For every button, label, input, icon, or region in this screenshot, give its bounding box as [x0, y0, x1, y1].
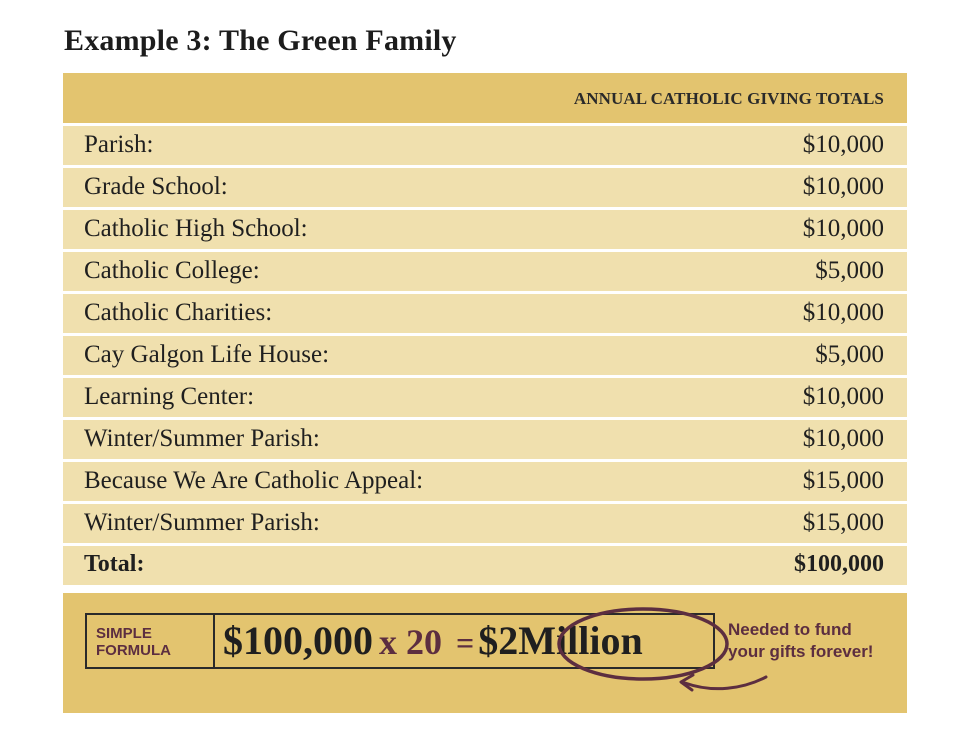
row-amount: $10,000 [802, 383, 884, 410]
row-label: Winter/Summer Parish: [84, 425, 320, 452]
row-label: Cay Galgon Life House: [84, 341, 330, 368]
row-label: Grade School: [84, 173, 228, 200]
row-amount: $15,000 [802, 509, 884, 536]
table-row [63, 168, 907, 207]
row-label: Learning Center: [84, 383, 255, 410]
formula-equals: = [456, 625, 475, 661]
table-header-label: ANNUAL CATHOLIC GIVING TOTALS [573, 89, 884, 108]
table-rows [63, 126, 907, 588]
row-amount: $10,000 [802, 425, 884, 452]
total-row [63, 546, 907, 585]
row-amount: $5,000 [815, 257, 884, 284]
row-label: Parish: [84, 131, 154, 158]
table-row [63, 462, 907, 501]
formula-base: $100,000 [223, 618, 373, 663]
row-amount: $10,000 [802, 131, 884, 158]
curved-arrow-icon [663, 671, 773, 707]
formula-label [87, 615, 215, 667]
formula-label-line1: SIMPLE [96, 625, 152, 642]
table-row [63, 252, 907, 291]
formula-band [63, 593, 907, 713]
row-amount: $10,000 [802, 299, 884, 326]
row-label: Because We Are Catholic Appeal: [84, 467, 424, 494]
total-label: Total: [84, 551, 145, 577]
row-label: Winter/Summer Parish: [84, 509, 320, 536]
formula-result: $2Million [478, 618, 643, 663]
row-amount: $15,000 [802, 467, 884, 494]
note-line2: your gifts forever! [728, 642, 874, 661]
table-row [63, 504, 907, 543]
row-label: Catholic College: [84, 257, 260, 284]
formula-note [728, 619, 873, 663]
row-amount: $10,000 [802, 215, 884, 242]
row-label: Catholic Charities: [84, 299, 273, 326]
formula-box [85, 613, 715, 669]
table-row [63, 126, 907, 165]
formula-label-line2: FORMULA [96, 642, 171, 659]
formula-multiplier: x 20 [379, 622, 442, 662]
table-header [63, 73, 907, 123]
table-row [63, 336, 907, 375]
table-row [63, 210, 907, 249]
total-amount: $100,000 [794, 551, 884, 577]
page-title: Example 3: The Green Family [64, 24, 457, 57]
row-amount: $5,000 [815, 341, 884, 368]
table-row [63, 420, 907, 459]
row-amount: $10,000 [802, 173, 884, 200]
table-row [63, 378, 907, 417]
table-row [63, 294, 907, 333]
row-label: Catholic High School: [84, 215, 308, 242]
note-line1: Needed to fund [728, 620, 852, 639]
giving-table-panel [63, 73, 907, 713]
